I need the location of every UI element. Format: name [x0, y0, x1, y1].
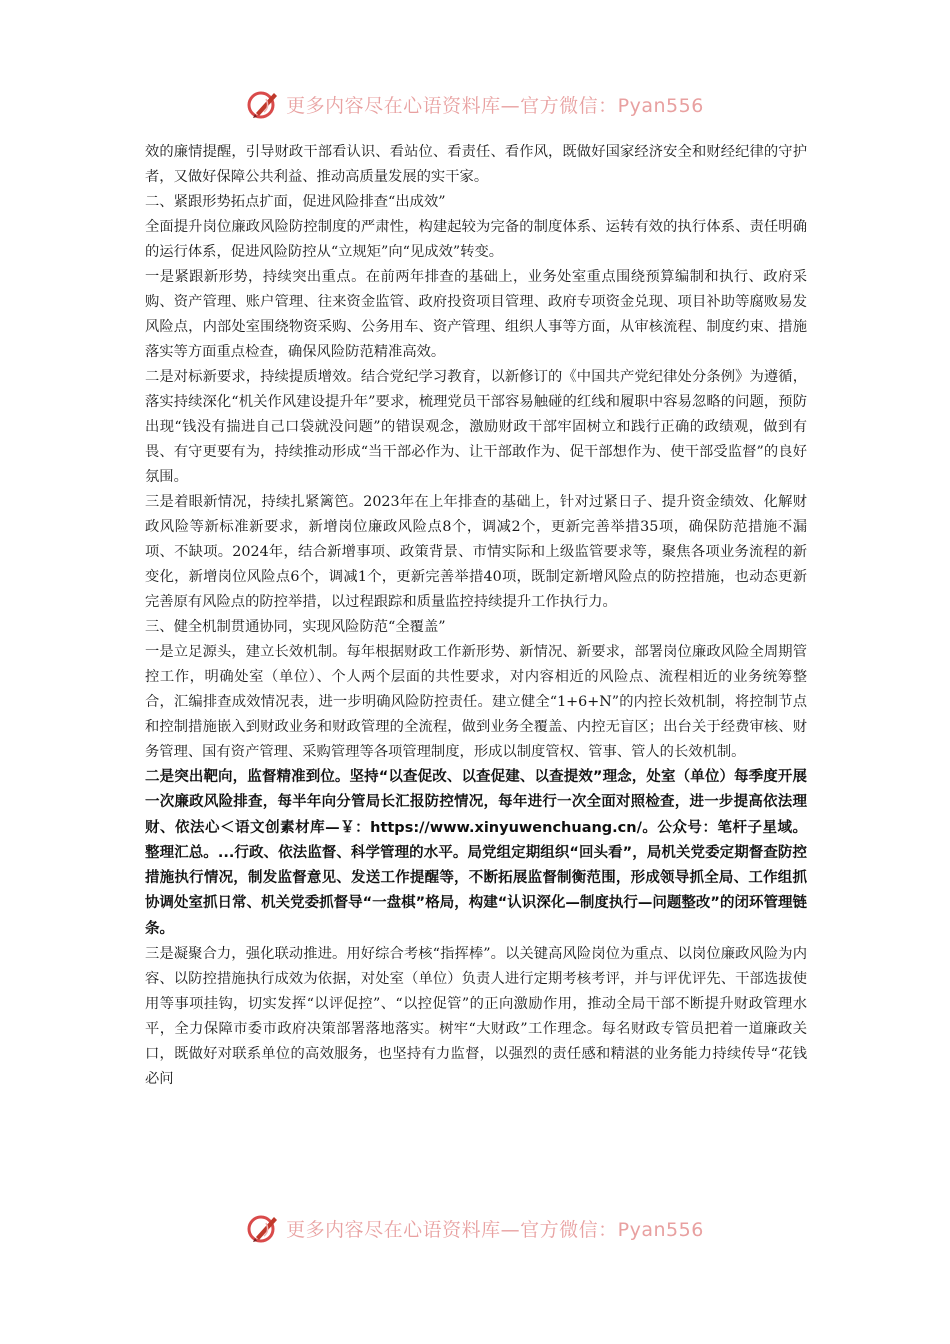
paragraph-item-3-3: 三是凝聚合力，强化联动推进。用好综合考核“指挥棒”。以关键高风险岗位为重点、以岗位廉政风险为内容、以防控措施执行成效为依据，对处室（单位）负责人进行定期考核考评，并与评优评先、干部选拔使用等事项挂钩，切实发挥“以评促控”、“以控促管”的正向激励作用，推动全局干部不断提升财政管理水平，全力保障市委市政府决策部署落地落实。树牢“大财政”工作理念。每名财政专管员把着一道廉政关口，既做好对联系单位的高效服务，也坚持有力监督，以强烈的责任感和精湛的业务能力持续传导“花钱必问	[145, 946, 807, 1088]
paragraph-item-2-2: 二是对标新要求，持续提质增效。结合党纪学习教育，以新修订的《中国共产党纪律处分条例》为遵循，落实持续深化“机关作风建设提升年”要求，梳理党员干部容易触碰的红线和履职中容易忽略的问题，预防出现“钱没有揣进自己口袋就没问题”的错误观念，激励财政干部牢固树立和践行正确的政绩观，做到有畏、有守更要有为，持续推动形成“当干部必作为、让干部敢作为、促干部想作为、使干部受监督”的良好氛围。	[145, 369, 807, 485]
header-watermark	[0, 84, 950, 124]
section-heading-3: 三、健全机制贯通协同，实现风险防范“全覆盖”	[145, 619, 446, 635]
pen-logo-icon	[246, 87, 280, 121]
paragraph-item-2-1: 一是紧跟新形势，持续突出重点。在前两年排查的基础上，业务处室重点围绕预算编制和执行、政府采购、资产管理、账户管理、往来资金监管、政府投资项目管理、政府专项资金兑现、项目补助等腐败易发风险点，内部处室围绕物资采购、公务用车、资产管理、组织人事等方面，从审核流程、制度约束、措施落实等方面重点检查，确保风险防范精准高效。	[145, 269, 807, 360]
document-body	[145, 140, 807, 1092]
watermark-text: 更多内容尽在心语资料库—官方微信：Pyan556	[286, 94, 704, 117]
pen-logo-icon	[246, 1211, 280, 1245]
paragraph-intro-tail: 效的廉情提醒，引导财政干部看认识、看站位、看责任、看作风，既做好国家经济安全和财经纪律的守护者，又做好保障公共利益、推动高质量发展的实干家。	[145, 144, 807, 185]
watermark-text: 更多内容尽在心语资料库—官方微信：Pyan556	[286, 1218, 704, 1241]
section-heading-2: 二、紧跟形势拓点扩面，促进风险排查“出成效”	[145, 194, 446, 210]
paragraph-section-2-summary: 全面提升岗位廉政风险防控制度的严肃性，构建起较为完备的制度体系、运转有效的执行体系、责任明确的运行体系，促进风险防控从“立规矩”向“见成效”转变。	[145, 219, 807, 260]
paragraph-item-3-1: 一是立足源头，建立长效机制。每年根据财政工作新形势、新情况、新要求，部署岗位廉政风险全周期管控工作，明确处室（单位）、个人两个层面的共性要求，对内容相近的风险点、流程相近的业务统筹整合，汇编排查成效情况表，进一步明确风险防控责任。建立健全“1+6+N”的内控长效机制，将控制节点和控制措施嵌入到财政业务和财政管理的全流程，做到业务全覆盖、内控无盲区；出台关于经费审核、财务管理、国有资产管理、采购管理等各项管理制度，形成以制度管权、管事、管人的长效机制。	[145, 644, 807, 760]
paragraph-item-2-3: 三是着眼新情况，持续扎紧篱笆。2023年在上年排查的基础上，针对过紧日子、提升资金绩效、化解财政风险等新标准新要求，新增岗位廉政风险点8个，调减2个，更新完善举措35项，确保防范措施不漏项、不缺项。2024年，结合新增事项、政策背景、市情实际和上级监管要求等，聚焦各项业务流程的新变化，新增岗位风险点6个，调减1个，更新完善举措40项，既制定新增风险点的防控措施，也动态更新完善原有风险点的防控举措，以过程跟踪和质量监控持续提升工作执行力。	[145, 494, 807, 610]
footer-watermark	[0, 1208, 950, 1248]
paragraph-item-3-2-bold: 二是突出靶向，监督精准到位。坚持“以查促改、以查促建、以查提效”理念，处室（单位）每季度开展一次廉政风险排查，每半年向分管局长汇报防控情况，每年进行一次全面对照检查，进一步提高依法理财、依法心＜语文创素材库—￥：https://www.xinyuwenchuang.cn/。公众号：笔杆子星域。整理汇总。...行政、依法监督、科学管理的水平。局党组定期组织“回头看”，局机关党委定期督查防控措施执行情况，制发监督意见、发送工作提醒等，不断拓展监督制衡范围，形成领导抓全局、工作组抓协调处室抓日常、机关党委抓督导“一盘棋”格局，构建“认识深化—制度执行—问题整改”的闭环管理链条。	[145, 769, 807, 937]
